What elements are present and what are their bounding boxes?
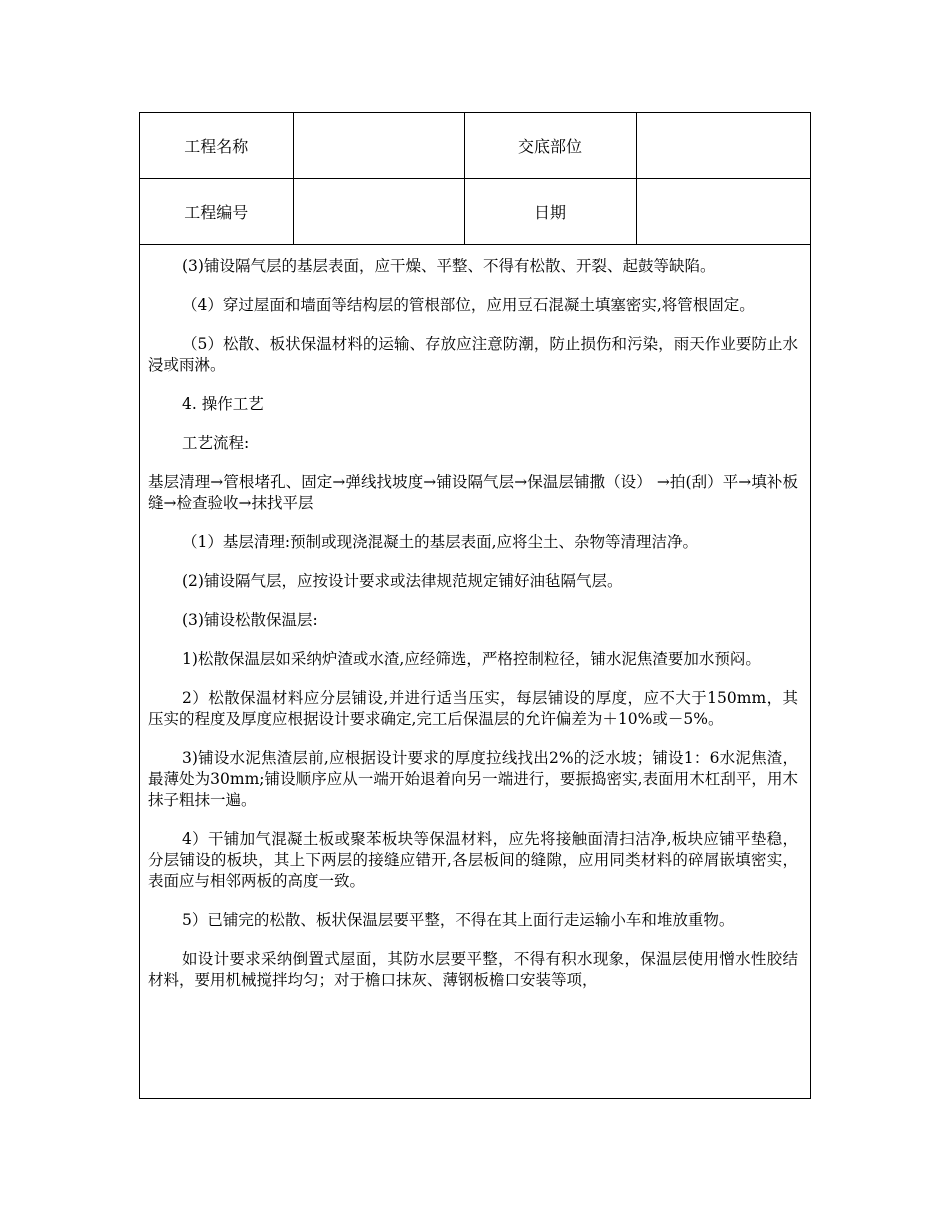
handover-form (139, 112, 811, 1099)
header-row-1 (140, 113, 810, 179)
process-flow: 基层清理→管根堵孔、固定→弹线找坡度→铺设隔气层→保温层铺撒（设） →拍(刮）平→填补板缝→检查验收→抹找平层 (148, 473, 798, 512)
paragraph-14: 5）已铺完的松散、板状保温层要平整，不得在其上面行走运输小车和堆放重物。 (182, 911, 735, 929)
paragraph-9: (3)铺设松散保温层: (182, 611, 318, 629)
date-value (636, 179, 810, 245)
paragraph-1: (3)铺设隔气层的基层表面，应干燥、平整、不得有松散、开裂、起鼓等缺陷。 (182, 257, 716, 275)
paragraph-13: 4）干铺加气混凝土板或聚苯板块等保温材料，应先将接触面清扫洁净,板块应铺平垫稳，分层铺设的板块，其上下两层的接缝应错开,各层板间的缝隙，应用同类材料的碎屑嵌填密实，表面应与相邻两板的高度一致。 (148, 830, 798, 890)
paragraph-15: 如设计要求采纳倒置式屋面，其防水层要平整，不得有积水现象，保温层使用憎水性胶结材料，要用机械搅拌均匀；对于檐口抹灰、薄钢板檐口安装等项， (148, 950, 798, 989)
form-header-table (140, 113, 810, 245)
date-label: 日期 (464, 179, 636, 245)
paragraph-11: 2）松散保温材料应分层铺设,并进行适当压实，每层铺设的厚度，应不大于150mm，其压实的程度及厚度应根据设计要求确定,完工后保温层的允许偏差为＋10%或－5%。 (148, 689, 798, 728)
project-name-value (293, 113, 464, 179)
handover-part-label: 交底部位 (464, 113, 636, 179)
paragraph-7: （1）基层清理:预制或现浇混凝土的基层表面,应将尘土、杂物等清理洁净。 (182, 533, 699, 551)
project-code-value (293, 179, 464, 245)
handover-part-value (636, 113, 810, 179)
process-flow-label: 工艺流程: (182, 434, 250, 452)
paragraph-2: （4）穿过屋面和墙面等结构层的管根部位，应用豆石混凝土填塞密实,将管根固定。 (182, 296, 755, 314)
project-name-label: 工程名称 (140, 113, 293, 179)
handover-content (148, 256, 798, 1096)
paragraph-3: （5）松散、板状保温材料的运输、存放应注意防潮，防止损伤和污染，雨天作业要防止水浸或雨淋。 (148, 335, 798, 374)
project-code-label: 工程编号 (140, 179, 293, 245)
paragraph-8: (2)铺设隔气层，应按设计要求或法律规范规定铺好油毡隔气层。 (182, 572, 623, 590)
paragraph-10: 1)松散保温层如采纳炉渣或水渣,应经筛选，严格控制粒径，铺水泥焦渣要加水预闷。 (182, 650, 761, 668)
header-row-2 (140, 179, 810, 245)
section-heading: 4. 操作工艺 (182, 395, 264, 413)
paragraph-12: 3)铺设水泥焦渣层前,应根据设计要求的厚度拉线找出2%的泛水坡；铺设1：6水泥焦渣，最薄处为30mm;铺设顺序应从一端开始退着向另一端进行，要振捣密实,表面用木杠刮平，用木抹子粗抹一遍。 (148, 749, 798, 809)
